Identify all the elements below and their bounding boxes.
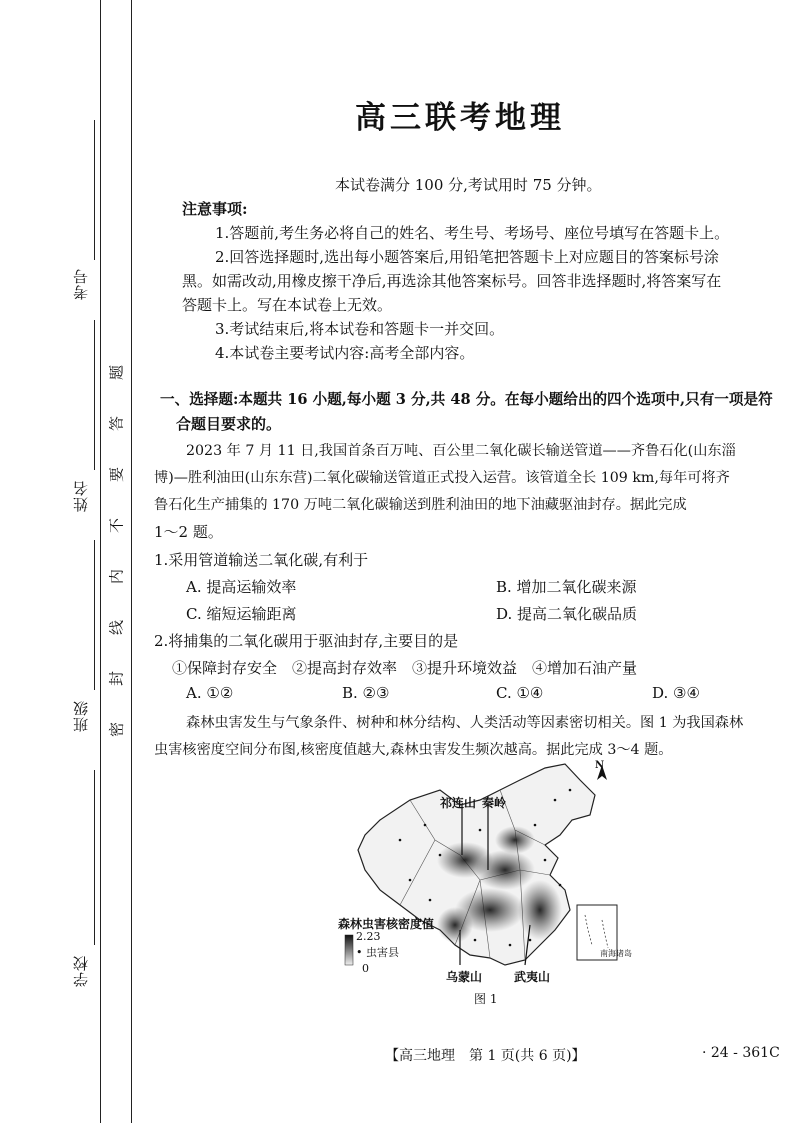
map-label-qilian: 祁连山	[440, 796, 477, 810]
map-label-qinling: 秦岭	[482, 796, 507, 810]
passage1-line: 2023 年 7 月 11 日,我国首条百万吨、百公里二氧化碳长输送管道——齐鲁石化(山东淄	[186, 443, 736, 459]
map-label-wumeng: 乌蒙山	[446, 970, 483, 984]
passage1-line: 鲁石化生产捕集的 170 万吨二氧化碳输送到胜利油田的地下油藏驱油封存。据此完成	[154, 497, 687, 513]
binding-line-inner	[131, 0, 132, 1123]
field-class-line[interactable]	[94, 540, 95, 690]
field-school-label: 学校	[72, 955, 90, 987]
notice-item: 4.本试卷主要考试内容:高考全部内容。	[215, 344, 475, 362]
section-heading: 一、选择题:本题共 16 小题,每小题 3 分,共 48 分。在每小题给出的四个选项中,只有一项是符	[160, 391, 773, 408]
field-school-line[interactable]	[94, 770, 95, 945]
question-1-option-a[interactable]: A. 提高运输效率	[186, 578, 297, 596]
question-2-option-a[interactable]: A. ①②	[186, 684, 234, 702]
question-2-stem: 2.将捕集的二氧化碳用于驱油封存,主要目的是	[154, 632, 459, 650]
passage2-line: 虫害核密度空间分布图,核密度值越大,森林虫害发生频次越高。据此完成 3～4 题。	[154, 742, 673, 758]
seal-char: 密	[107, 722, 126, 738]
figure-caption: 图 1	[474, 992, 498, 1006]
notice-heading: 注意事项:	[182, 200, 248, 218]
page-title: 高三联考地理	[355, 100, 565, 136]
map-label-wuyi: 武夷山	[514, 970, 551, 984]
field-name-line[interactable]	[94, 320, 95, 470]
question-1-option-d[interactable]: D. 提高二氧化碳品质	[496, 605, 638, 623]
field-class-label: 班级	[72, 700, 90, 732]
page-footer: 【高三地理 第 1 页(共 6 页)】	[385, 1048, 586, 1064]
notice-item: 答题卡上。写在本试卷上无效。	[182, 296, 393, 314]
notice-item: 2.回答选择题时,选出每小题答案后,用铅笔把答题卡上对应题目的答案标号涂	[215, 248, 719, 266]
question-1-option-c[interactable]: C. 缩短运输距离	[186, 605, 297, 623]
seal-char: 封	[107, 671, 126, 687]
seal-char: 不	[107, 518, 126, 534]
seal-char: 要	[107, 467, 126, 483]
question-2-option-d[interactable]: D. ③④	[652, 684, 700, 702]
question-2-statements: ①保障封存安全 ②提高封存效率 ③提升环境效益 ④增加石油产量	[172, 659, 638, 677]
passage1-line: 1～2 题。	[154, 523, 223, 541]
notice-item: 黑。如需改动,用橡皮擦干净后,再选涂其他答案标号。回答非选择题时,将答案写在	[182, 272, 722, 290]
legend-point: • 虫害县	[356, 946, 399, 959]
field-exam-number-label: 考号	[72, 268, 90, 300]
field-name-label: 姓名	[72, 480, 90, 512]
exam-subtitle: 本试卷满分 100 分,考试用时 75 分钟。	[335, 176, 602, 194]
field-exam-number-line[interactable]	[94, 120, 95, 260]
legend-gradient	[345, 935, 353, 965]
section-heading-cont: 合题目要求的。	[176, 415, 282, 433]
question-1-stem: 1.采用管道输送二氧化碳,有利于	[154, 551, 369, 569]
legend-min: 0	[362, 962, 369, 975]
seal-char: 线	[107, 620, 126, 636]
map-label-inset: 南海诸岛	[600, 949, 632, 958]
paper-code: · 24 - 361C	[702, 1045, 780, 1061]
seal-char: 题	[107, 365, 126, 381]
notice-item: 1.答题前,考生务必将自己的姓名、考生号、考场号、座位号填写在答题卡上。	[215, 224, 730, 242]
passage2-line: 森林虫害发生与气象条件、树种和林分结构、人类活动等因素密切相关。图 1 为我国森林	[186, 715, 744, 731]
question-2-option-c[interactable]: C. ①④	[496, 684, 544, 702]
legend-title: 森林虫害核密度值	[338, 917, 435, 931]
passage1-line: 博)—胜利油田(山东东营)二氧化碳输送管道正式投入运营。该管道全长 109 km,每年可将齐	[154, 470, 730, 486]
legend-max: 2.23	[356, 930, 381, 943]
binding-line-outer	[100, 0, 101, 1123]
notice-item: 3.考试结束后,将本试卷和答题卡一并交回。	[215, 320, 505, 338]
seal-char: 答	[107, 416, 126, 432]
map-label-north: N	[595, 760, 605, 771]
question-1-option-b[interactable]: B. 增加二氧化碳来源	[496, 578, 637, 596]
seal-char: 内	[107, 569, 126, 585]
question-2-option-b[interactable]: B. ②③	[342, 684, 390, 702]
